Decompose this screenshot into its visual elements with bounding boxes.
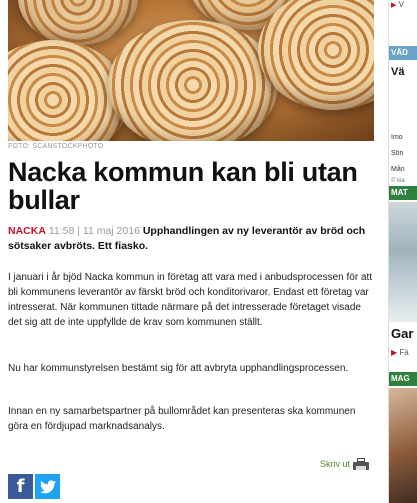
printer-icon	[353, 458, 369, 470]
weather-title: Vä	[391, 66, 405, 78]
paragraph-2: Nu har kommunstyrelsen bestämt sig för att avbryta upphandlingsprocessen.	[8, 363, 349, 374]
article-lead: Upphandlingen av ny leverantör av bröd och sötsaker avbröts. Ett fiasko.	[8, 225, 366, 252]
arrow-right-icon: ▶	[391, 2, 397, 9]
sidebar-top-link[interactable]: ▶ V	[391, 0, 404, 9]
magazine-teaser-image[interactable]	[389, 388, 417, 503]
weather-row: Mån	[391, 166, 405, 173]
paragraph-3: Innan en ny samarbetspartner på bullområdet kan presenteras ska kommunen göra en fördjupad marknadsanalys.	[8, 406, 356, 432]
social-share	[8, 474, 60, 499]
weather-row: Imo	[391, 134, 403, 141]
article-headline: Nacka kommun kan bli utan bullar	[8, 157, 358, 215]
facebook-share-button[interactable]	[8, 474, 33, 499]
twitter-share-button[interactable]	[35, 474, 60, 499]
print-button[interactable]	[320, 458, 369, 470]
hero-image-cinnamon-buns	[8, 0, 374, 141]
paragraph-1: I januari i år bjöd Nacka kommun in företag att vara med i anbudsprocessen för att bli kommunens leverantör av färskt bröd och konditorivaror. Endast ett företag var intresserat. När kommunen tittade närmare på det intresserade företaget visade det sig att de inte uppfyllde de krav som kommunen ställt.	[8, 272, 373, 328]
food-teaser-image[interactable]	[389, 202, 417, 322]
location-tag[interactable]: NACKA	[8, 225, 46, 237]
twitter-icon	[40, 480, 56, 494]
food-section-header: MAT	[389, 186, 417, 200]
photo-credit: FOTO: SCANSTOCKPHOTO	[8, 143, 104, 150]
food-teaser-link[interactable]: ▶ Fä	[391, 348, 409, 357]
article-meta	[8, 224, 374, 254]
weather-credit: © kla	[391, 178, 405, 184]
facebook-icon: f	[16, 476, 25, 497]
arrow-right-icon: ▶	[391, 348, 398, 357]
print-label: Skriv ut	[320, 459, 351, 469]
food-teaser-title[interactable]: Gar	[391, 326, 414, 341]
weather-section-header: VÄD	[389, 46, 417, 60]
right-sidebar	[388, 0, 417, 503]
magazine-section-header: MAG	[389, 372, 417, 386]
timestamp: 11:58 | 11 maj 2016	[48, 225, 140, 237]
weather-row: Sön	[391, 150, 404, 157]
